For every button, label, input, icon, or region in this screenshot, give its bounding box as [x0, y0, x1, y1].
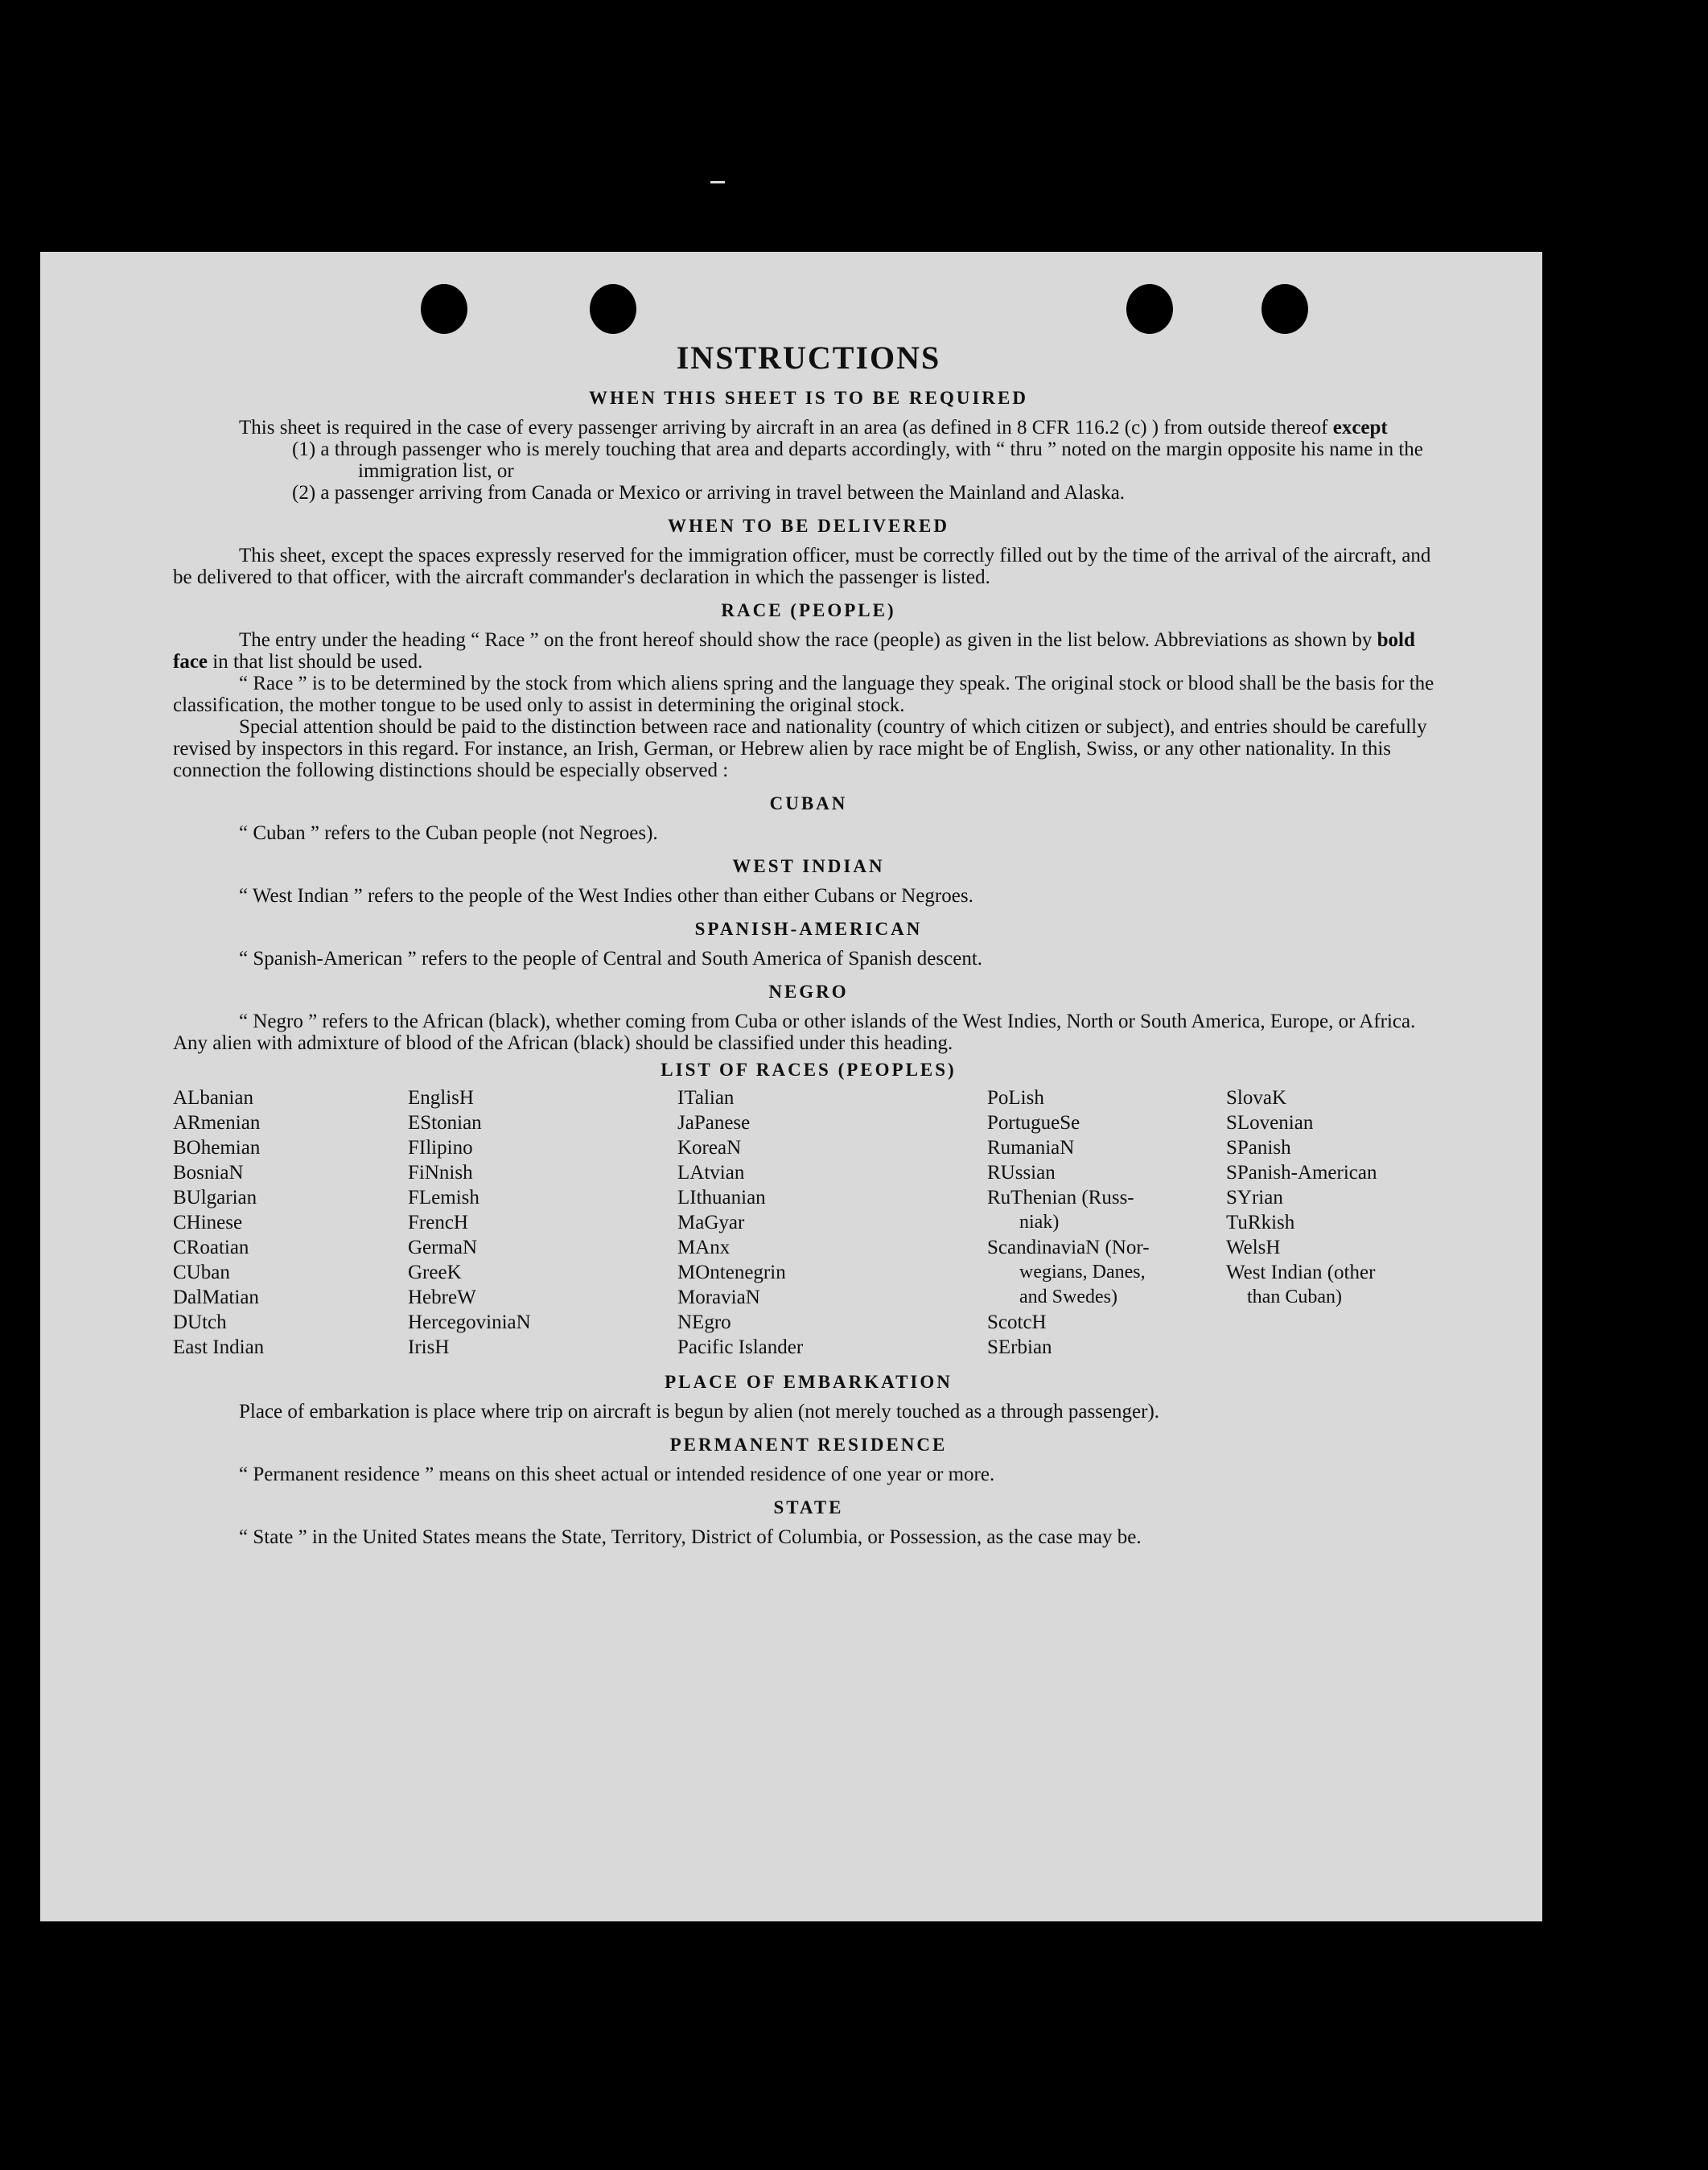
- race-item: West Indian (other: [1226, 1262, 1376, 1283]
- section-heading-embarkation: PLACE OF EMBARKATION: [665, 1372, 953, 1392]
- race-item: GermaN: [408, 1237, 478, 1258]
- race-item: niak): [1019, 1212, 1060, 1233]
- when-required-text: [173, 417, 1444, 439]
- race-item: BUlgarian: [173, 1187, 257, 1209]
- race-item: SErbian: [987, 1336, 1052, 1358]
- race-item: GreeK: [408, 1262, 462, 1283]
- instruction-sheet: [40, 252, 1542, 1921]
- race-item: CHinese: [173, 1212, 243, 1233]
- page-title: INSTRUCTIONS: [676, 340, 941, 376]
- races-column-1: [173, 1085, 408, 1360]
- section-heading-negro: NEGRO: [768, 982, 849, 1002]
- race-item: NEgro: [677, 1311, 731, 1333]
- race-item: Pacific Islander: [677, 1336, 804, 1358]
- section-heading-when-delivered: WHEN TO BE DELIVERED: [668, 516, 949, 536]
- exception-item-1: (1) a through passenger who is merely touching that area and departs accordingly, with “ thru ” noted on the margin opposite his name in the immigration list, or: [292, 439, 1423, 482]
- when-delivered-text: This sheet, except the spaces expressly reserved for the immigration officer, must be correctly filled out by the time of the arrival of the aircraft, and be delivered to that officer, with the aircraft commander's declaration in which the passenger is listed.: [173, 545, 1431, 588]
- race-item: DUtch: [173, 1311, 227, 1333]
- races-column-4: [987, 1085, 1226, 1360]
- race-item: ScotcH: [987, 1311, 1047, 1333]
- race-item: ITalian: [677, 1087, 735, 1109]
- race-p1-c: in that list should be used.: [208, 651, 423, 673]
- race-item: SYrian: [1226, 1187, 1283, 1209]
- race-item: PoLish: [987, 1087, 1044, 1109]
- section-heading-spanish-american: SPANISH-AMERICAN: [694, 919, 923, 939]
- races-list: [173, 1085, 1444, 1360]
- race-item: FiNnish: [408, 1162, 473, 1184]
- race-item: LIthuanian: [677, 1187, 766, 1209]
- race-item: LAtvian: [677, 1162, 745, 1184]
- embarkation-text: Place of embarkation is place where trip on aircraft is begun by alien (not merely touched as a through passenger).: [239, 1401, 1160, 1423]
- race-item: KoreaN: [677, 1137, 742, 1159]
- exception-item-2: (2) a passenger arriving from Canada or Mexico or arriving in travel between the Mainland and Alaska.: [292, 482, 1126, 504]
- race-item: DalMatian: [173, 1287, 259, 1308]
- race-item: MaGyar: [677, 1212, 745, 1233]
- race-item: FIlipino: [408, 1137, 473, 1159]
- race-item: RUssian: [987, 1162, 1056, 1184]
- punch-hole: [1261, 284, 1308, 334]
- section-heading-cuban: CUBAN: [769, 793, 848, 813]
- race-item: MAnx: [677, 1237, 731, 1258]
- scan-speck: [710, 181, 725, 183]
- race-item: and Swedes): [1019, 1287, 1117, 1307]
- race-item: EStonian: [408, 1112, 482, 1134]
- section-heading-west-indian: WEST INDIAN: [732, 856, 885, 876]
- race-item: FLemish: [408, 1187, 479, 1209]
- section-heading-permanent-residence: PERMANENT RESIDENCE: [669, 1435, 948, 1455]
- race-item: ARmenian: [173, 1112, 261, 1134]
- race-item: SPanish: [1226, 1137, 1291, 1159]
- section-heading-state: STATE: [773, 1497, 844, 1517]
- race-item: CRoatian: [173, 1237, 249, 1258]
- race-paragraph-3: Special attention should be paid to the distinction between race and nationality (country of which citizen or subject), and entries should be carefully revised by inspectors in this regard. For instance, an Irish, German, or Hebrew alien by race might be of English, Swiss, or any other nationality. In this connection the following distinctions should be especially observed :: [173, 716, 1427, 781]
- race-item: SLovenian: [1226, 1112, 1314, 1134]
- section-heading-list-of-races: LIST OF RACES (PEOPLES): [661, 1060, 957, 1080]
- race-item: RumaniaN: [987, 1137, 1075, 1159]
- races-column-3: [677, 1085, 987, 1360]
- race-item: East Indian: [173, 1336, 265, 1358]
- west-indian-text: “ West Indian ” refers to the people of the West Indies other than either Cubans or Negroes.: [239, 885, 973, 907]
- race-item: HercegoviniaN: [408, 1311, 531, 1333]
- state-text: “ State ” in the United States means the State, Territory, District of Columbia, or Possession, as the case may be.: [239, 1526, 1142, 1548]
- race-item: PortugueSe: [987, 1112, 1080, 1134]
- race-item: EnglisH: [408, 1087, 474, 1109]
- race-item: SlovaK: [1226, 1087, 1286, 1109]
- races-column-5: [1226, 1085, 1435, 1360]
- negro-text: “ Negro ” refers to the African (black), whether coming from Cuba or other islands of the West Indies, North or South America, Europe, or Africa. Any alien with admixture of blood of the African (black) should be classified under this heading.: [173, 1011, 1416, 1054]
- race-item: wegians, Danes,: [1019, 1262, 1146, 1283]
- race-item: FrencH: [408, 1212, 468, 1233]
- punch-hole: [590, 284, 636, 334]
- when-required-text-a: This sheet is required in the case of every passenger arriving by aircraft in an area (as defined in 8 CFR 116.2 (c) ) from outside thereof: [239, 417, 1333, 439]
- races-column-2: [408, 1085, 677, 1360]
- race-item: JaPanese: [677, 1112, 751, 1134]
- punch-hole: [1126, 284, 1173, 334]
- race-p1-a: The entry under the heading “ Race ” on the front hereof should show the race (people) as given in the list below. Abbreviations as shown by: [239, 629, 1377, 651]
- instructions-content: [173, 340, 1444, 1548]
- section-heading-when-required: WHEN THIS SHEET IS TO BE REQUIRED: [589, 388, 1028, 408]
- race-item: MoraviaN: [677, 1287, 760, 1308]
- section-heading-race: RACE (PEOPLE): [721, 600, 896, 620]
- race-item: MOntenegrin: [677, 1262, 786, 1283]
- race-item: WelsH: [1226, 1237, 1281, 1258]
- race-item: CUban: [173, 1262, 230, 1283]
- race-item: ALbanian: [173, 1087, 253, 1109]
- bold-face-label: bold face: [173, 629, 1415, 673]
- race-item: ScandinaviaN (Nor-: [987, 1237, 1150, 1258]
- race-item: SPanish-American: [1226, 1162, 1377, 1184]
- spanish-american-text: “ Spanish-American ” refers to the people of Central and South America of Spanish descent.: [239, 948, 983, 970]
- cuban-text: “ Cuban ” refers to the Cuban people (not Negroes).: [239, 822, 658, 844]
- race-item: HebreW: [408, 1287, 476, 1308]
- race-item: BosniaN: [173, 1162, 244, 1184]
- punch-hole: [421, 284, 467, 334]
- race-paragraph-1: [173, 629, 1444, 673]
- race-item: IrisH: [408, 1336, 450, 1358]
- permanent-residence-text: “ Permanent residence ” means on this sheet actual or intended residence of one year or more.: [239, 1464, 995, 1485]
- race-paragraph-2: “ Race ” is to be determined by the stock from which aliens spring and the language they speak. The original stock or blood shall be the basis for the classification, the mother tongue to be used only to assist in determining the original stock.: [173, 673, 1434, 716]
- race-item: RuThenian (Russ-: [987, 1187, 1134, 1209]
- race-item: than Cuban): [1247, 1287, 1342, 1307]
- race-item: BOhemian: [173, 1137, 261, 1159]
- except-label: except: [1332, 417, 1388, 439]
- race-item: TuRkish: [1226, 1212, 1295, 1233]
